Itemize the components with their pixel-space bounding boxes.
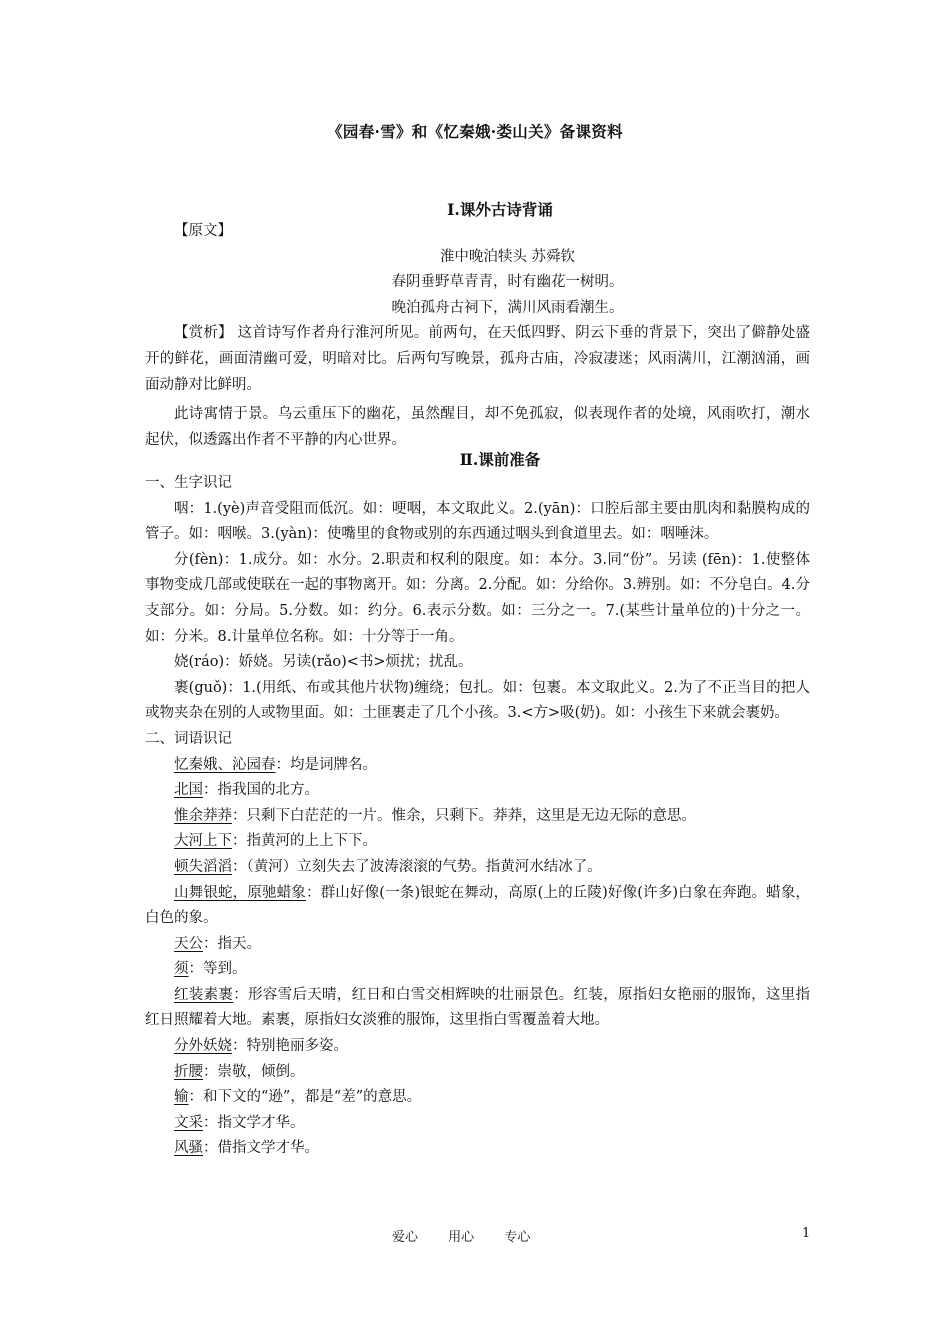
term-definition: ：指黄河的上上下下。 <box>232 833 377 850</box>
section-heading-2: Ⅱ.课前准备 <box>459 450 541 469</box>
char-entry: 咽：1.(yè)声音受阻而低沉。如：哽咽，本文取此义。2.(yān)：口腔后部主要由肌肉和黏膜构成的管子。如：咽喉。3.(yàn)：使嘴里的食物或别的东西通过咽头到食道里去。如：咽唾沫。 <box>145 500 810 543</box>
term-entry <box>145 1085 810 1111</box>
term-entry <box>145 753 810 779</box>
term-entry <box>145 881 810 932</box>
term-definition: ：借指文学才华。 <box>203 1140 319 1157</box>
term-entry <box>145 804 810 830</box>
term-definition: ：群山好像(一条)银蛇在舞动，高原(上的丘陵)好像(许多)白象在奔跑。蜡象，白色的象。 <box>145 884 810 927</box>
term-entry <box>145 932 810 958</box>
term: 红装素裹 <box>174 986 234 1003</box>
term-entry <box>145 957 810 983</box>
char-entry: 裹(guǒ)：1.(用纸、布或其他片状物)缠绕；包扎。如：包裹。本文取此义。2.为了不正当目的把人或物夹杂在别的人或物里面。如：土匪裹走了几个小孩。3.<方>吸(奶)。如：小孩生下来就会裹奶。 <box>145 679 810 722</box>
term-entry <box>145 1111 810 1137</box>
term: 忆秦娥、沁园春 <box>174 756 276 773</box>
appreciation-paragraph-2: 此诗寓情于景。乌云重压下的幽花，虽然醒目，却不免孤寂，似表现作者的处境，风雨吹打，潮水起伏，似透露出作者不平静的内心世界。 <box>145 406 810 448</box>
term-definition: ：特别艳丽多姿。 <box>232 1038 348 1055</box>
poem-line: 晚泊孤舟古祠下，满川风雨看潮生。 <box>391 299 624 316</box>
term: 折腰 <box>174 1063 203 1080</box>
term-entry <box>145 1060 810 1086</box>
term-entry <box>145 829 810 855</box>
term: 文采 <box>174 1114 203 1131</box>
term-entry <box>145 778 810 804</box>
page-number: 1 <box>802 1226 811 1241</box>
appreciation-label: 【赏析】 <box>174 325 233 342</box>
term: 须 <box>174 961 189 978</box>
section-heading-1: Ⅰ.课外古诗背诵 <box>447 200 553 219</box>
poem-line: 春阴垂野草青青，时有幽花一树明。 <box>391 274 624 291</box>
term: 天公 <box>174 935 203 952</box>
section-2-body <box>145 471 810 1162</box>
term-entry <box>145 855 810 881</box>
term: 大河上下 <box>174 833 232 850</box>
footer-motto-item: 爱心 <box>392 1230 419 1245</box>
part-label-terms: 二、词语识记 <box>145 730 232 747</box>
term: 山舞银蛇，原驰蜡象 <box>174 884 306 901</box>
term-definition: ：形容雪后天晴，红日和白雪交相辉映的壮丽景色。红装，原指妇女艳丽的服饰，这里指红日照耀着大地。素裹，原指妇女淡雅的服饰，这里指白雪覆盖着大地。 <box>145 986 811 1029</box>
term-definition: ：和下文的“逊”，都是“差”的意思。 <box>188 1089 422 1106</box>
appreciation-paragraph <box>145 321 810 398</box>
term-definition: ：指我国的北方。 <box>203 782 319 799</box>
term-definition: ：均是词牌名。 <box>275 756 377 773</box>
appreciation-text: 这首诗写作者舟行淮河所见。前两句，在天低四野、阴云下垂的背景下，突出了僻静处盛开的鲜花，画面清幽可爱，明暗对比。后两句写晚景，孤舟古庙，冷寂凄迷；风雨满川，江潮汹涌，画面动静对比鲜明。 <box>145 325 810 393</box>
term-entry <box>145 1136 810 1162</box>
part-label-chars: 一、生字识记 <box>145 475 232 491</box>
term-definition: ：指天。 <box>203 935 261 952</box>
term-definition: ：指文学才华。 <box>203 1114 305 1131</box>
term: 输 <box>174 1089 189 1106</box>
original-label: 【原文】 <box>174 223 232 239</box>
footer-motto <box>392 1226 556 1245</box>
term: 分外妖娆 <box>174 1038 232 1055</box>
term-definition: ：（黄河）立刻失去了波涛滚滚的气势。指黄河水结冰了。 <box>232 858 602 875</box>
poem-title: 淮中晚泊犊头 苏舜钦 <box>439 248 576 265</box>
term-definition: ：只剩下白茫茫的一片。惟余，只剩下。莽莽，这里是无边无际的意思。 <box>232 807 696 824</box>
document-title: 《园春·雪》和《忆秦娥·娄山关》备课资料 <box>327 122 623 141</box>
char-entry: 分(fèn)：1.成分。如：水分。2.职责和权利的限度。如：本分。3.同“份”。另读 (fēn)：1.使整体事物变成几部或使联在一起的事物离开。如：分离。2.分配。如：分给你。3.辨别。如：不分皂白。4.分支部分。如：分局。5.分数。如：约分。6.表示分数。如：三分之一。7.(某些计量单位的)十分之一。如：分米。8.计量单位名称。如：十分等于一角。 <box>145 551 810 645</box>
term-entry <box>145 983 810 1034</box>
term-list <box>145 753 810 1163</box>
term: 风骚 <box>174 1140 203 1157</box>
term: 顿失滔滔 <box>174 858 232 875</box>
term-definition: ：等到。 <box>188 961 247 978</box>
term: 惟余莽莽 <box>174 807 232 824</box>
term-entry <box>145 1034 810 1060</box>
term-definition: ：崇敬，倾倒。 <box>203 1063 305 1080</box>
footer-motto-item: 专心 <box>504 1230 531 1245</box>
char-entry: 娆(ráo)：娇娆。另读(rǎo)<书>烦扰；扰乱。 <box>174 654 473 671</box>
section-1-body <box>145 219 810 453</box>
term: 北国 <box>174 782 203 799</box>
footer-motto-item: 用心 <box>448 1230 475 1245</box>
